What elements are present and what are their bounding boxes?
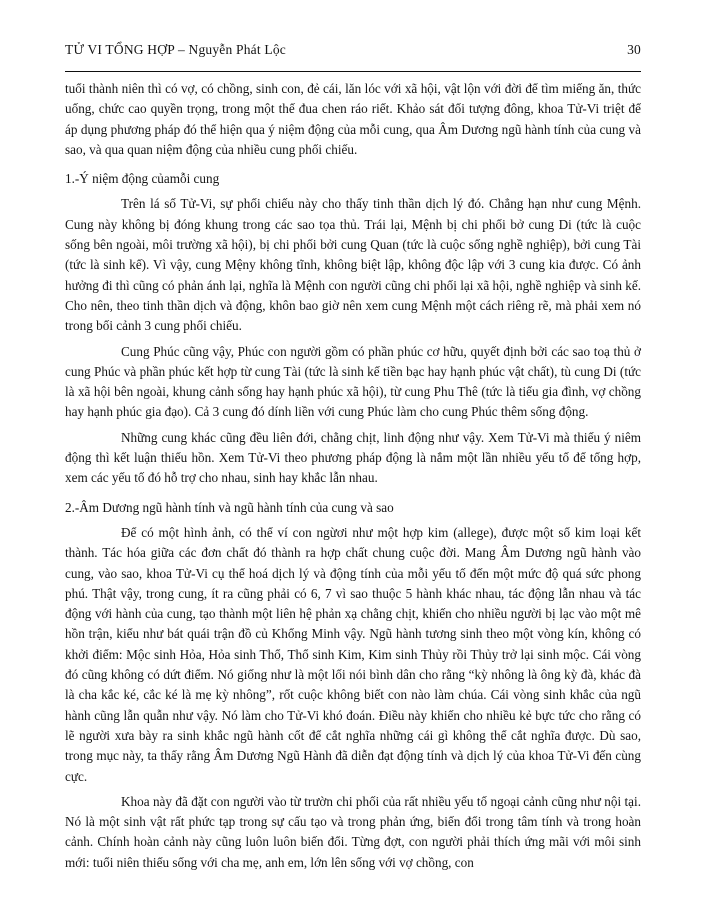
page-header [65,42,641,58]
section-heading: 1.-Ý niệm động củamỗi cung [65,171,220,187]
paragraph: Cung Phúc cũng vậy, Phúc con người gồm có phần phúc cơ hữu, quyết định bởi các sao toạ thủ ở cung Phúc và phần phúc kết hợp từ cung Tài (tức là sinh kế tiền bạc hay hạnh phúc vật chất), tù cung Di (tức là xã hội bên ngoài, khung cảnh sống hay hạnh phúc xã hội), từ cung Phu Thê (tức là tiểu gia đình, vợ chồng hay hạnh phúc gia đạo). Cả 3 cung đó dính liền với cung Phúc làm cho cung Phúc thêm sống động. [65,343,641,420]
book-title: TỬ VI TỔNG HỢP – Nguyễn Phát Lộc [65,42,286,57]
page-content [65,79,641,873]
page-number: 30 [627,42,641,57]
paragraph: Khoa này đã đặt con người vào từ trườn chi phối của rất nhiều yếu tố ngoại cảnh cũng như nội tại. Nó là một sinh vật rất phức tạp trong sự cấu tạo và trong phản ứng, biến đổi trong tâm tính và trong hoàn cảnh. Chính hoàn cảnh này cũng luôn luôn biến đổi. Từng đợt, con người phải thích ứng mãi với môi sinh mới: tuổi niên thiếu sống với cha mẹ, anh em, lớn lên sống với vợ chồng, con [65,793,641,870]
paragraph: Để có một hình ảnh, có thể ví con ngừơi như một hợp kim (allege), được một số kim loại kết thành. Tác hóa giữa các đơn chất đó thành ra hợp chất chung cuộc đời. Mang Âm Dương ngũ hành vào cung, vào sao, khoa Tử-Vi cụ thể hoá dịch lý và động tính của mỗi yếu tố đến một mức độ quá sức phong phú. Thật vậy, trong cung, ít ra cũng phải có 6, 7 vì sao thuộc 5 hành khác nhau, tác động lẫn nhau và tác động với hành của cung, tạo thành một liên hệ phản xạ chằng chịt, khiến cho nhiều người bị lạc vào một mê hồn trận, kiểu như bát quái trận đồ củ Khổng Minh vậy. Ngũ hành tương sinh theo một vòng kín, không có khởi điểm: Mộc sinh Hỏa, Hỏa sinh Thổ, Thổ sinh Kim, Kim sinh Thủy rồi Thủy trở lại sinh mộc. Cái vòng đó cũng không có dứt điểm. Nó giống như là một lối nói bình dân cho rằng “kỳ nhông là ông kỳ đà, khác đà là cha kắc ké, cắc ké là mẹ kỳ nhông”, rốt cuộc không biết con nào làm chúa. Cái vòng sinh khắc của ngũ hành cũng lẫn quẫn như vậy. Nó làm cho Tử-Vi khó đoán. Điều này khiến cho nhiều kẻ bực tức cho rằng có lẽ người xưa bày ra sinh khắc ngũ hành cốt để cắt nghĩa những cái gì không thể cắt nghĩa được. Dù sao, trong mục này, ta thấy rằng Âm Dương Ngũ Hành đã diễn đạt động tính và dịch lý của khoa Tử-Vi đến cùng cực. [65,524,641,784]
section-heading: 2.-Âm Dương ngũ hành tính và ngũ hành tính của cung và sao [65,499,394,515]
paragraph: Những cung khác cũng đều liên đới, chằng chịt, linh động như vậy. Xem Tử-Vi mà thiếu ý niêm động thì kết luận thiếu hồn. Xem Tử-Vi theo phương pháp động là nắm một lần nhiều yếu tố để tổng hợp, xem các yếu tố đó hỗ trợ cho nhau, sinh hay khắc lẫn nhau. [65,429,641,486]
header-divider [65,71,641,72]
paragraph: tuổi thành niên thì có vợ, có chồng, sinh con, đẻ cái, lăn lóc với xã hội, vật lộn với đời để tìm miếng ăn, thức uống, chức cao quyền trọng, trong một thế đua chen ráo riết. Khảo sát đối tượng đông, khoa Tử-Vi triệt để áp dụng phương pháp đó thể hiện qua ý niệm động của mỗi cung, qua Âm Dương ngũ hành tính của cung và sao, và qua quan niệm động của nhiều cung phối chiếu. [65,81,641,157]
paragraph: Trên lá số Tử-Vi, sự phối chiếu này cho thấy tinh thần dịch lý đó. Chẳng hạn như cung Mệnh. Cung này không bị đóng khung trong các sao tọa thủ. Trái lại, Mệnh bị chi phối bở cung Di (tức là cuộc sống bên ngoài, môi trường xã hội), bị chi phối bởi cung Quan (tức là cuộc sống nghề nghiệp), bởi cung Tài (tức là sinh kế). Vì vậy, cung Mệny không tĩnh, không biệt lập, không độc lập với 3 cung kia được. Có ảnh hưởng đi thì cũng có phản ánh lại, nghĩa là Mệnh con người cũng chi phối lại xã hội, nghề nghiệp và sinh kế. Cho nên, theo tinh thần dịch và động, khôn bao giờ nên xem cung Mệnh một cách riêng rẽ, mà phải xem nó trong bối cảnh 3 cung phối chiếu. [65,196,641,334]
